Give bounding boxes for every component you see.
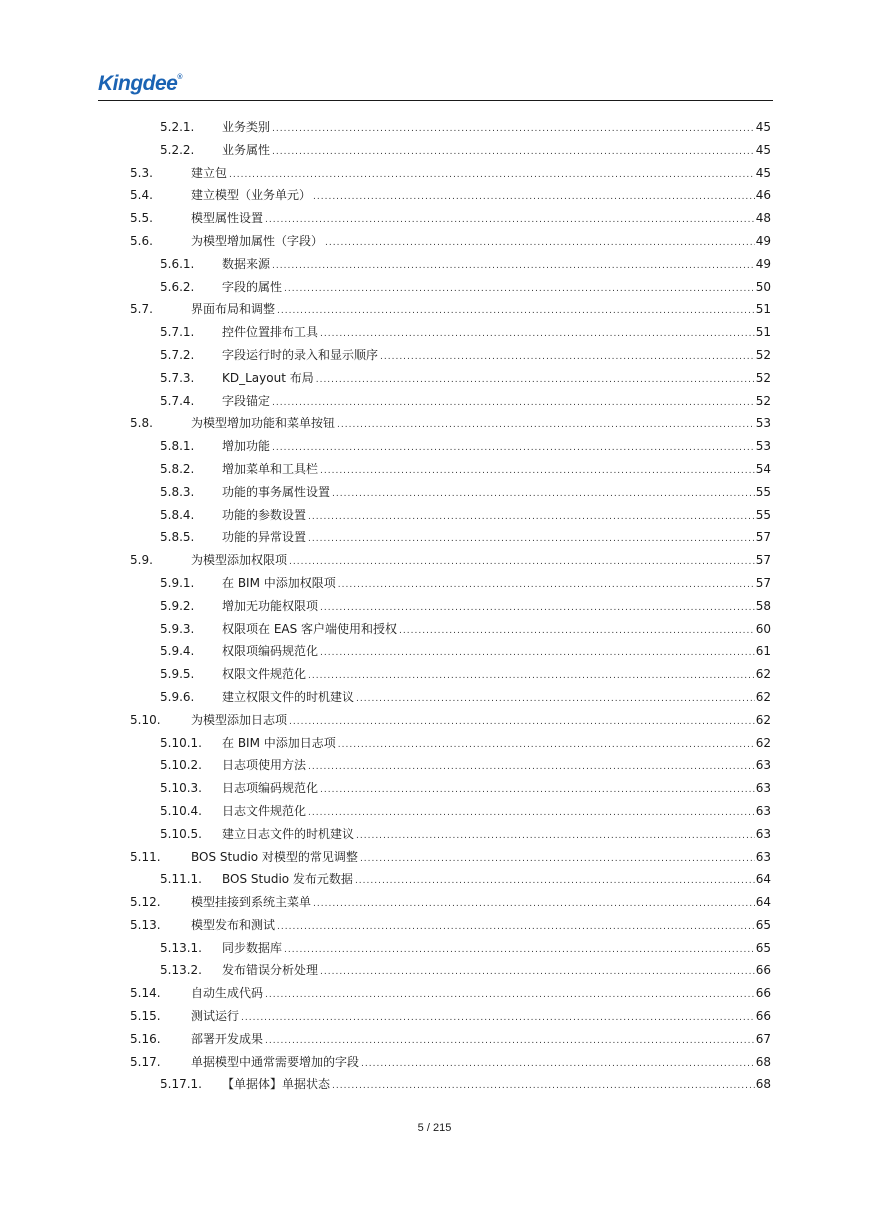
dot-leader (272, 141, 755, 164)
toc-entry-title: 发布错误分析处理 (222, 963, 319, 978)
toc-entry-page: 55 (755, 484, 771, 499)
toc-entry-line (222, 116, 771, 141)
toc-entry-number: 5.8.4. (160, 507, 195, 522)
toc-entry-title: 为模型添加权限项 (191, 553, 288, 568)
toc-entry-title: 为模型增加功能和菜单按钮 (191, 416, 336, 431)
toc-entry-title: 模型挂接到系统主菜单 (191, 895, 312, 910)
toc-entry-number: 5.9.5. (160, 667, 195, 682)
toc-entry-page: 53 (755, 416, 771, 431)
toc-entry-title: 建立模型（业务单元） (191, 188, 312, 203)
toc-entry-page: 62 (755, 689, 771, 704)
toc-entry-line (222, 139, 771, 164)
toc-entry-line (191, 184, 771, 209)
toc-entry-title: 控件位置排布工具 (222, 325, 319, 340)
toc-entry-page: 51 (755, 325, 771, 340)
toc-entry-number: 5.8. (130, 416, 153, 431)
dot-leader (399, 620, 755, 643)
toc-entry[interactable] (0, 253, 869, 276)
toc-entry-page: 62 (755, 735, 771, 750)
toc-entry-line (222, 435, 771, 460)
toc-entry-number: 5.2.1. (160, 120, 195, 134)
toc-entry-title: 在 BIM 中添加权限项 (222, 575, 336, 590)
dot-leader (338, 574, 755, 597)
toc-entry-number: 5.6. (130, 233, 153, 248)
toc-entry-page: 57 (755, 530, 771, 545)
toc-entry-title: 建立权限文件的时机建议 (222, 689, 355, 704)
toc-entry-page: 63 (755, 849, 771, 864)
registered-mark: ® (177, 74, 183, 81)
dot-leader (308, 665, 755, 688)
toc-entry-line (191, 1005, 771, 1030)
toc-entry[interactable] (0, 1073, 869, 1096)
toc-entry-page: 62 (755, 712, 771, 727)
dot-leader (265, 1030, 755, 1053)
toc-entry-title: 功能的事务属性设置 (222, 484, 331, 499)
toc-entry-page: 63 (755, 826, 771, 841)
dot-leader (277, 916, 755, 939)
toc-entry-page: 66 (755, 963, 771, 978)
toc-entry-line (222, 1073, 771, 1098)
toc-entry-page: 60 (755, 621, 771, 636)
toc-entry-number: 5.10. (130, 712, 161, 727)
toc-entry-page: 49 (755, 256, 771, 271)
toc-entry-page: 48 (755, 211, 771, 226)
toc-entry-page: 52 (755, 347, 771, 362)
toc-entry-title: 为模型添加日志项 (191, 712, 288, 727)
dot-leader (313, 186, 755, 209)
toc-entry[interactable] (0, 618, 869, 641)
toc-entry-number: 5.17.1. (160, 1077, 202, 1092)
toc-entry[interactable] (0, 732, 869, 755)
dot-leader (320, 460, 755, 483)
toc-entry-line (222, 572, 771, 597)
toc-entry-page: 57 (755, 575, 771, 590)
table-of-contents (0, 116, 869, 1096)
toc-entry-number: 5.5. (130, 211, 153, 226)
toc-entry-page: 51 (755, 302, 771, 317)
toc-entry[interactable] (0, 663, 869, 686)
toc-entry-line (222, 344, 771, 369)
toc-entry-title: 模型属性设置 (191, 211, 264, 226)
dot-leader (272, 255, 755, 278)
toc-entry-title: 为模型增加属性（字段） (191, 233, 324, 248)
toc-entry-number: 5.16. (130, 1031, 161, 1046)
toc-entry-title: 增加菜单和工具栏 (222, 461, 319, 476)
toc-entry[interactable] (0, 412, 869, 435)
toc-entry-title: 增加功能 (222, 439, 271, 454)
toc-entry-number: 5.9.4. (160, 644, 195, 659)
toc-entry-line (222, 595, 771, 620)
toc-entry-title: 在 BIM 中添加日志项 (222, 735, 336, 750)
dot-leader (289, 551, 755, 574)
toc-entry-number: 5.9.1. (160, 575, 195, 590)
toc-entry-number: 5.11.1. (160, 872, 202, 887)
toc-entry-title: BOS Studio 发布元数据 (222, 872, 353, 887)
toc-entry[interactable] (0, 504, 869, 527)
toc-entry-page: 50 (755, 279, 771, 294)
toc-entry-page: 66 (755, 986, 771, 1001)
dot-leader (361, 1053, 755, 1076)
toc-entry-page: 64 (755, 895, 771, 910)
toc-entry[interactable] (0, 230, 869, 253)
toc-entry-number: 5.13.1. (160, 940, 202, 955)
toc-entry-title: 【单据体】单据状态 (222, 1077, 331, 1092)
toc-entry-title: BOS Studio 对模型的常见调整 (191, 849, 358, 864)
toc-entry[interactable] (0, 390, 869, 413)
toc-entry-page: 68 (755, 1077, 771, 1092)
dot-leader (320, 961, 755, 984)
toc-entry-page: 55 (755, 507, 771, 522)
toc-entry-title: 增加无功能权限项 (222, 598, 319, 613)
toc-entry-title: 单据模型中通常需要增加的字段 (191, 1054, 360, 1069)
toc-entry-page: 57 (755, 553, 771, 568)
dot-leader (272, 437, 755, 460)
dot-leader (308, 802, 755, 825)
dot-leader (380, 346, 755, 369)
toc-entry-page: 49 (755, 233, 771, 248)
toc-entry-page: 45 (755, 165, 771, 180)
toc-entry[interactable] (0, 1028, 869, 1051)
toc-entry[interactable] (0, 344, 869, 367)
toc-entry-title: 建立包 (191, 165, 228, 180)
dot-leader (360, 848, 755, 871)
toc-entry-line (222, 504, 771, 529)
toc-entry-title: 模型发布和测试 (191, 917, 276, 932)
toc-entry[interactable] (0, 800, 869, 823)
toc-entry[interactable] (0, 435, 869, 458)
toc-entry-line (191, 162, 771, 187)
toc-entry-title: KD_Layout 布局 (222, 370, 314, 385)
toc-entry-number: 5.15. (130, 1009, 161, 1024)
toc-entry-title: 权限项在 EAS 客户端使用和授权 (222, 621, 398, 636)
toc-entry-number: 5.4. (130, 188, 153, 203)
dot-leader (229, 164, 755, 187)
toc-entry[interactable] (0, 891, 869, 914)
toc-entry-page: 53 (755, 439, 771, 454)
toc-entry-number: 5.7. (130, 302, 153, 317)
toc-entry[interactable] (0, 709, 869, 732)
toc-entry-page: 68 (755, 1054, 771, 1069)
toc-entry[interactable] (0, 458, 869, 481)
page-number: 5 / 215 (417, 1122, 452, 1134)
toc-entry[interactable] (0, 139, 869, 162)
toc-entry-number: 5.9. (130, 553, 153, 568)
toc-entry-page: 67 (755, 1031, 771, 1046)
toc-entry-number: 5.2.2. (160, 142, 195, 157)
toc-entry[interactable] (0, 526, 869, 549)
dot-leader (241, 1007, 755, 1030)
toc-entry-number: 5.7.1. (160, 325, 195, 340)
toc-entry-title: 部署开发成果 (191, 1031, 264, 1046)
toc-entry[interactable] (0, 481, 869, 504)
toc-entry-line (191, 1051, 771, 1076)
toc-entry-title: 权限文件规范化 (222, 667, 307, 682)
toc-entry-line (222, 321, 771, 346)
dot-leader (325, 232, 755, 255)
toc-entry-page: 66 (755, 1009, 771, 1024)
header-rule (98, 100, 773, 101)
toc-entry-number: 5.10.2. (160, 758, 202, 773)
toc-entry[interactable] (0, 686, 869, 709)
toc-entry-line (191, 230, 771, 255)
toc-entry-title: 自动生成代码 (191, 986, 264, 1001)
toc-entry-line (191, 298, 771, 323)
toc-entry-page: 62 (755, 667, 771, 682)
dot-leader (308, 528, 755, 551)
dot-leader (308, 506, 755, 529)
toc-entry[interactable] (0, 640, 869, 663)
dot-leader (284, 278, 755, 301)
dot-leader (272, 392, 755, 415)
dot-leader (277, 300, 755, 323)
toc-entry-line (191, 207, 771, 232)
dot-leader (320, 642, 755, 665)
toc-entry-line (191, 891, 771, 916)
toc-entry-number: 5.11. (130, 849, 161, 864)
toc-entry-line (222, 481, 771, 506)
toc-entry-title: 日志项编码规范化 (222, 781, 319, 796)
toc-entry-page: 58 (755, 598, 771, 613)
toc-entry[interactable] (0, 321, 869, 344)
dot-leader (332, 483, 755, 506)
toc-entry-page: 52 (755, 370, 771, 385)
logo-text: Kingdee (98, 72, 178, 95)
toc-entry[interactable] (0, 777, 869, 800)
toc-entry-page: 45 (755, 142, 771, 157)
toc-entry-page: 52 (755, 393, 771, 408)
dot-leader (316, 369, 755, 392)
toc-entry-page: 63 (755, 803, 771, 818)
toc-entry-line (191, 549, 771, 574)
toc-entry-line (222, 663, 771, 688)
toc-entry-line (222, 686, 771, 711)
toc-entry-line (222, 959, 771, 984)
toc-entry-number: 5.6.2. (160, 279, 195, 294)
toc-entry-number: 5.7.3. (160, 370, 195, 385)
toc-entry[interactable] (0, 868, 869, 891)
toc-entry-line (222, 800, 771, 825)
dot-leader (332, 1075, 755, 1098)
toc-entry-page: 46 (755, 188, 771, 203)
toc-entry-title: 权限项编码规范化 (222, 644, 319, 659)
toc-entry-number: 5.7.4. (160, 393, 195, 408)
toc-entry-title: 日志文件规范化 (222, 803, 307, 818)
toc-entry-number: 5.8.5. (160, 530, 195, 545)
toc-entry-title: 数据来源 (222, 256, 271, 271)
toc-entry-number: 5.9.3. (160, 621, 195, 636)
toc-entry-number: 5.12. (130, 895, 161, 910)
toc-entry-line (222, 253, 771, 278)
toc-entry-number: 5.10.5. (160, 826, 202, 841)
toc-entry-title: 界面布局和调整 (191, 302, 276, 317)
toc-entry[interactable] (0, 207, 869, 230)
toc-entry-line (222, 640, 771, 665)
toc-entry-title: 功能的异常设置 (222, 530, 307, 545)
toc-entry-line (191, 982, 771, 1007)
toc-entry-title: 测试运行 (191, 1009, 240, 1024)
dot-leader (308, 756, 755, 779)
toc-entry-line (222, 458, 771, 483)
toc-entry[interactable] (0, 1051, 869, 1074)
toc-entry[interactable] (0, 595, 869, 618)
dot-leader (355, 870, 755, 893)
toc-entry-line (191, 709, 771, 734)
toc-entry[interactable] (0, 754, 869, 777)
toc-entry-page: 65 (755, 940, 771, 955)
toc-entry[interactable] (0, 276, 869, 299)
toc-entry-number: 5.10.4. (160, 803, 202, 818)
toc-entry-line (222, 390, 771, 415)
toc-entry-number: 5.6.1. (160, 256, 195, 271)
toc-entry[interactable] (0, 549, 869, 572)
dot-leader (320, 597, 755, 620)
toc-entry-line (222, 367, 771, 392)
toc-entry-number: 5.17. (130, 1054, 161, 1069)
toc-entry-number: 5.9.2. (160, 598, 195, 613)
toc-entry-number: 5.9.6. (160, 689, 195, 704)
toc-entry-line (222, 754, 771, 779)
toc-entry[interactable] (0, 823, 869, 846)
dot-leader (338, 734, 755, 757)
dot-leader (313, 893, 755, 916)
toc-entry-line (191, 412, 771, 437)
dot-leader (320, 779, 755, 802)
toc-entry-number: 5.13. (130, 917, 161, 932)
toc-entry[interactable] (0, 982, 869, 1005)
toc-entry-title: 字段锚定 (222, 393, 271, 408)
toc-entry-title: 字段的属性 (222, 279, 283, 294)
dot-leader (265, 984, 755, 1007)
toc-entry-page: 63 (755, 758, 771, 773)
dot-leader (356, 688, 755, 711)
toc-entry[interactable] (0, 184, 869, 207)
toc-entry[interactable] (0, 367, 869, 390)
toc-entry-title: 业务类别 (222, 120, 271, 134)
toc-entry[interactable] (0, 846, 869, 869)
toc-entry-line (191, 846, 771, 871)
toc-entry[interactable] (0, 1005, 869, 1028)
toc-entry-number: 5.7.2. (160, 347, 195, 362)
dot-leader (284, 939, 755, 962)
kingdee-logo (98, 72, 182, 96)
toc-entry-number: 5.10.1. (160, 735, 202, 750)
dot-leader (320, 323, 755, 346)
toc-entry-title: 字段运行时的录入和显示顺序 (222, 347, 379, 362)
toc-entry-title: 建立日志文件的时机建议 (222, 826, 355, 841)
toc-entry-number: 5.10.3. (160, 781, 202, 796)
toc-entry[interactable] (0, 914, 869, 937)
toc-entry-line (222, 777, 771, 802)
toc-entry-number: 5.14. (130, 986, 161, 1001)
toc-entry-title: 功能的参数设置 (222, 507, 307, 522)
toc-entry[interactable] (0, 298, 869, 321)
toc-entry-line (222, 823, 771, 848)
toc-entry-line (222, 618, 771, 643)
toc-entry-line (222, 526, 771, 551)
toc-entry-title: 业务属性 (222, 142, 271, 157)
dot-leader (265, 209, 755, 232)
toc-entry-line (222, 732, 771, 757)
toc-entry-line (222, 937, 771, 962)
dot-leader (289, 711, 755, 734)
toc-entry-line (191, 1028, 771, 1053)
toc-entry-number: 5.13.2. (160, 963, 202, 978)
toc-entry-number: 5.8.3. (160, 484, 195, 499)
toc-entry-title: 同步数据库 (222, 940, 283, 955)
toc-entry-number: 5.8.1. (160, 439, 195, 454)
toc-entry-title: 日志项使用方法 (222, 758, 307, 773)
dot-leader (337, 414, 755, 437)
toc-entry[interactable] (0, 959, 869, 982)
toc-entry[interactable] (0, 572, 869, 595)
toc-entry-line (191, 914, 771, 939)
toc-entry[interactable] (0, 116, 869, 139)
toc-entry-page: 65 (755, 917, 771, 932)
dot-leader (356, 825, 755, 848)
toc-entry-page: 45 (755, 120, 771, 134)
toc-entry-line (222, 276, 771, 301)
toc-entry-page: 54 (755, 461, 771, 476)
toc-entry-page: 61 (755, 644, 771, 659)
toc-entry-page: 64 (755, 872, 771, 887)
toc-entry[interactable] (0, 162, 869, 185)
toc-entry-number: 5.3. (130, 165, 153, 180)
dot-leader (272, 118, 755, 141)
toc-entry-page: 63 (755, 781, 771, 796)
toc-entry-number: 5.8.2. (160, 461, 195, 476)
toc-entry-line (222, 868, 771, 893)
toc-entry[interactable] (0, 937, 869, 960)
